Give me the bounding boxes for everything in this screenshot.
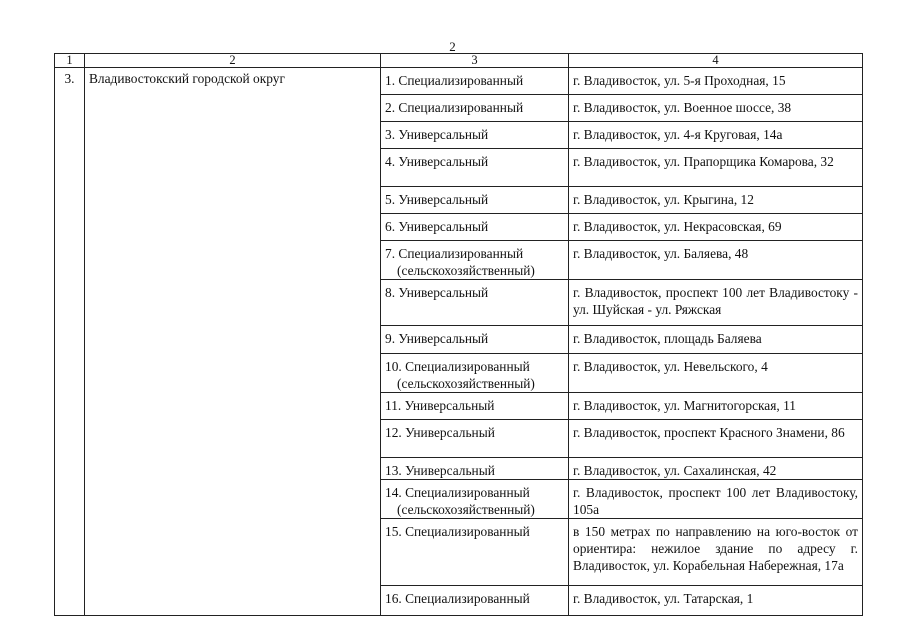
market-address: г. Владивосток, проспект 100 лет Владивостоку - ул. Шуйская - ул. Ряжская (569, 280, 863, 326)
market-address: г. Владивосток, ул. Некрасовская, 69 (569, 214, 863, 241)
market-type: 8. Универсальный (385, 285, 489, 300)
market-address: г. Владивосток, проспект 100 лет Владивостоку, 105а (569, 480, 863, 519)
market-address: г. Владивосток, ул. Магнитогорская, 11 (569, 393, 863, 420)
market-subtype: (сельскохозяйственный) (397, 376, 535, 391)
market-type-cell (381, 326, 569, 354)
market-subtype: (сельскохозяйственный) (397, 263, 535, 278)
page-number: 2 (449, 39, 456, 54)
header-cell-1: 1 (55, 54, 85, 68)
market-address: г. Владивосток, ул. Сахалинская, 42 (569, 458, 863, 480)
markets-table (54, 53, 863, 616)
market-type-cell (381, 280, 569, 326)
market-type: 7. Специализированный (385, 246, 524, 261)
market-type-cell (381, 480, 569, 519)
market-address: г. Владивосток, ул. Татарская, 1 (569, 586, 863, 616)
market-address: г. Владивосток, ул. 5-я Проходная, 15 (569, 68, 863, 95)
market-type-cell (381, 95, 569, 122)
market-address: г. Владивосток, ул. Невельского, 4 (569, 354, 863, 393)
market-address: г. Владивосток, ул. Крыгина, 12 (569, 187, 863, 214)
market-type: 16. Специализированный (385, 591, 530, 606)
market-type: 12. Универсальный (385, 425, 495, 440)
market-type-cell (381, 586, 569, 616)
market-address: г. Владивосток, площадь Баляева (569, 326, 863, 354)
market-type: 5. Универсальный (385, 192, 489, 207)
market-type-cell (381, 458, 569, 480)
market-type-cell (381, 68, 569, 95)
header-cell-3: 3 (381, 54, 569, 68)
market-type-cell (381, 122, 569, 149)
market-type: 13. Универсальный (385, 463, 495, 478)
market-type: 3. Универсальный (385, 127, 489, 142)
market-type-cell (381, 241, 569, 280)
market-type: 15. Специализированный (385, 524, 530, 539)
market-type: 14. Специализированный (385, 485, 530, 500)
market-type-cell (381, 393, 569, 420)
row-number: 3. (55, 68, 85, 616)
markets-table-container (54, 53, 862, 616)
market-type-cell (381, 214, 569, 241)
market-type: 11. Универсальный (385, 398, 495, 413)
header-cell-2: 2 (85, 54, 381, 68)
header-cell-4: 4 (569, 54, 863, 68)
market-address: г. Владивосток, ул. Военное шоссе, 38 (569, 95, 863, 122)
market-type-cell (381, 187, 569, 214)
market-type-cell (381, 519, 569, 586)
district-name: Владивостокский городской округ (85, 68, 381, 616)
header-row (55, 54, 863, 68)
market-type: 9. Универсальный (385, 331, 489, 346)
table-row (55, 68, 863, 95)
market-address: г. Владивосток, ул. Прапорщика Комарова, 32 (569, 149, 863, 187)
market-address: в 150 метрах по направлению на юго-восток от ориентира: нежилое здание по адресу г. Владивосток, ул. Корабельная Набережная, 17а (569, 519, 863, 586)
market-type: 6. Универсальный (385, 219, 489, 234)
market-type-cell (381, 420, 569, 458)
market-type: 10. Специализированный (385, 359, 530, 374)
market-type-cell (381, 354, 569, 393)
market-address: г. Владивосток, проспект Красного Знамени, 86 (569, 420, 863, 458)
market-type-cell (381, 149, 569, 187)
market-address: г. Владивосток, ул. Баляева, 48 (569, 241, 863, 280)
market-type: 1. Специализированный (385, 73, 524, 88)
market-type: 2. Специализированный (385, 100, 524, 115)
market-type: 4. Универсальный (385, 154, 489, 169)
market-subtype: (сельскохозяйственный) (397, 502, 535, 517)
market-address: г. Владивосток, ул. 4-я Круговая, 14а (569, 122, 863, 149)
